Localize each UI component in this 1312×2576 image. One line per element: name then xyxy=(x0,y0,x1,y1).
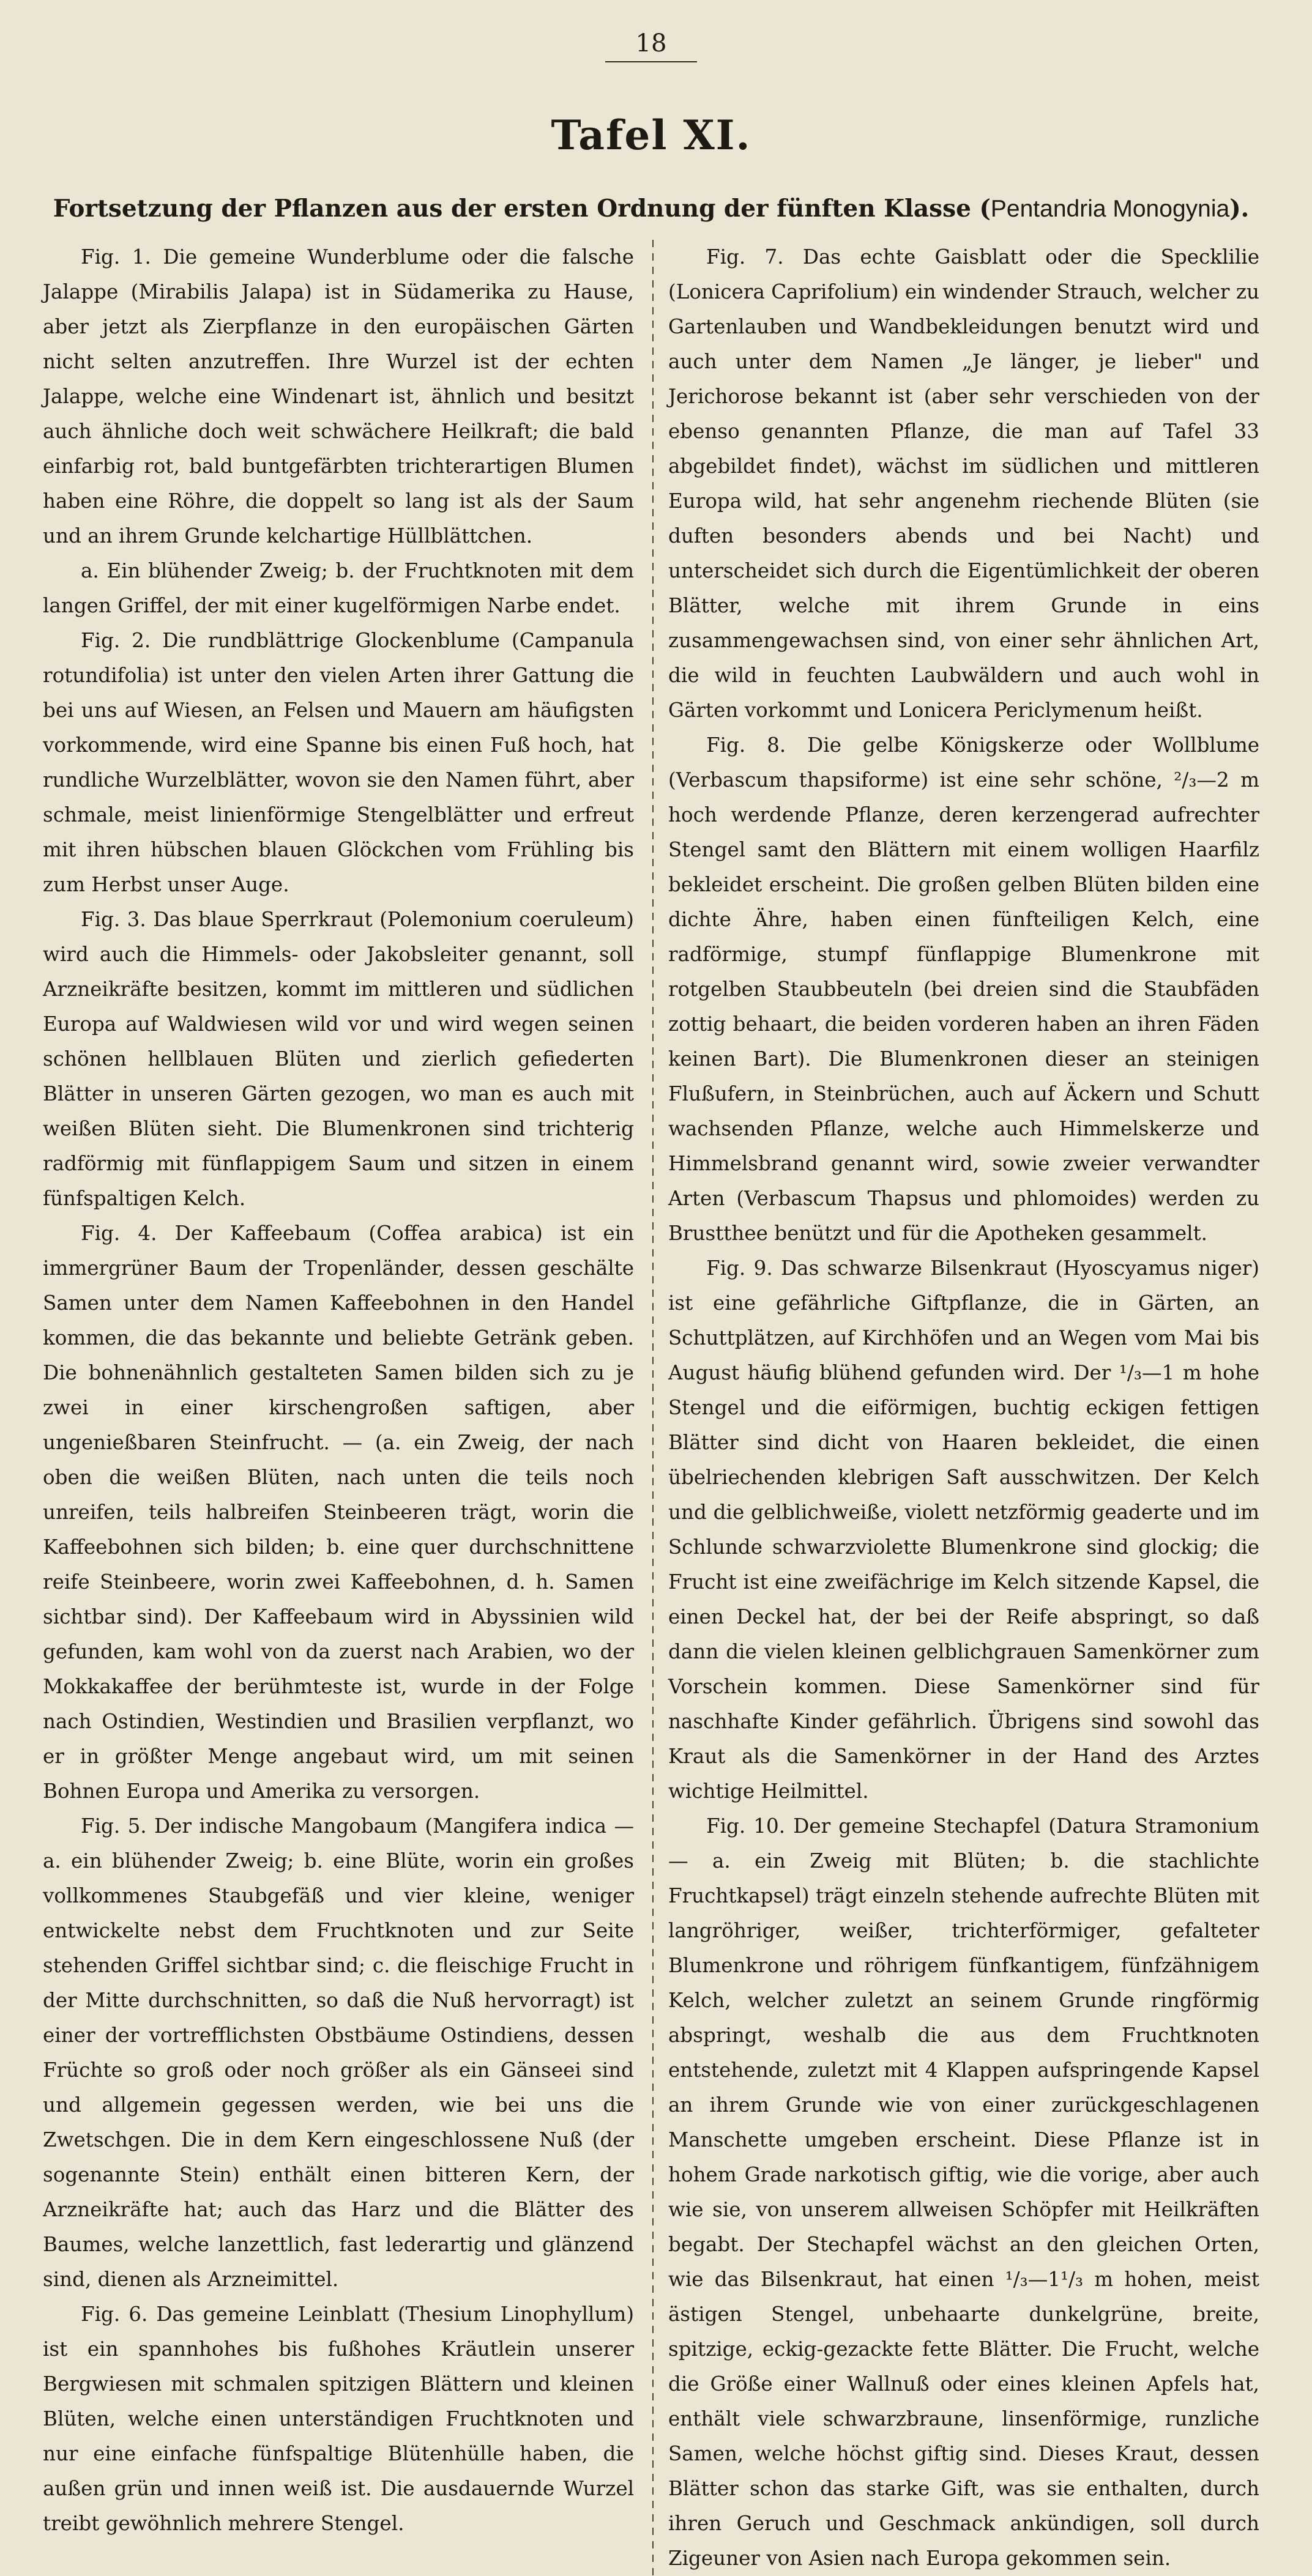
paragraph-fig-9: Fig. 9. Das schwarze Bilsenkraut (Hyoscyamus niger) ist eine gefährliche Giftpflanze, die in Gärten, an Schuttplätzen, auf Kirchhöfen und an Wegen vom Mai bis August häufig blühend gefunden wird. Der ¹/₃—1 m hohe Stengel und die eiförmigen, buchtig eckigen fettigen Blätter sind dicht von Haaren bekleidet, die einen übelriechenden klebrigen Saft ausschwitzen. Der Kelch und die gelblichweiße, violett netzförmig geaderte und im Schlunde schwarzviolette Blumenkrone sind glockig; die Frucht ist eine zweifächrige im Kelch sitzende Kapsel, die einen Deckel hat, der bei der Reife abspringt, so daß dann die vielen kleinen gelblichgrauen Samenkörner zum Vorschein kommen. Diese Samenkörner sind für naschhafte Kinder gefährlich. Übrigens sind sowohl das Kraut als die Samenkörner in der Hand des Arztes wichtige Heilmittel. xyxy=(668,1256,1260,1803)
paragraph-fig-5: Fig. 5. Der indische Mangobaum (Mangifera indica — a. ein blühender Zweig; b. eine Blüte, worin ein großes vollkommenes Staubgefäß und vier kleine, weniger entwickelte nebst dem Fruchtknoten und zur Seite stehenden Griffel sichtbar sind; c. die fleischige Frucht in der Mitte durchschnitten, so daß die Nuß hervorragt) ist einer der vortrefflichsten Obstbäume Ostindiens, dessen Früchte so groß oder noch größer als ein Gänseei sind und allgemein gegessen werden, wie bei uns die Zwetschgen. Die in dem Kern eingeschlossene Nuß (der sogenannte Stein) enthält einen bitteren Kern, der Arzneikräfte hat; auch das Harz und die Blätter des Baumes, welche lanzettlich, fast lederartig und glänzend sind, dienen als Arzneimittel. xyxy=(43,1814,635,2291)
column-divider xyxy=(652,240,654,2576)
page-number: 18 xyxy=(635,29,667,58)
left-column xyxy=(43,240,634,2576)
paragraph-fig-10: Fig. 10. Der gemeine Stechapfel (Datura Stramonium — a. ein Zweig mit Blüten; b. die stachlichte Fruchtkapsel) trägt einzeln stehende aufrechte Blüten mit langröhriger, weißer, trichterförmiger, gefalteter Blumenkrone und röhrigem fünfkantigem, fünfzähnigem Kelch, welcher zuletzt an seinem Grunde ringförmig abspringt, weshalb die aus dem Fruchtknoten entstehende, zuletzt mit 4 Klappen aufspringende Kapsel an ihrem Grunde wie von einer zurückgeschlagenen Manschette umgeben erscheint. Diese Pflanze ist in hohem Grade narkotisch giftig, wie die vorige, aber auch wie sie, von unserem allweisen Schöpfer mit Heilkräften begabt. Der Stechapfel wächst an den gleichen Orten, wie das Bilsenkraut, hat einen ¹/₃—1¹/₃ m hohen, meist ästigen Stengel, unbehaarte dunkelgrüne, breite, spitzige, eckig-gezackte fette Blätter. Die Frucht, welche die Größe einer Wallnuß oder eines kleinen Apfels hat, enthält viele schwarzbraune, linsenförmige, runzliche Samen, welche höchst giftig sind. Dieses Kraut, dessen Blätter schon das starke Gift, was sie enthalten, durch ihren Geruch und Geschmack ankündigen, soll durch Zigeuner von Asien nach Europa gekommen sein. xyxy=(668,1814,1260,2570)
paragraph-fig-7: Fig. 7. Das echte Gaisblatt oder die Specklilie (Lonicera Caprifolium) ein windender Strauch, welcher zu Gartenlauben und Wandbekleidungen benutzt wird und auch unter dem Namen „Je länger, je lieber" und Jerichorose bekannt ist (aber sehr verschieden von der ebenso genannten Pflanze, die man auf Tafel 33 abgebildet findet), wächst im südlichen und mittleren Europa wild, hat sehr angenehm riechende Blüten (sie duften besonders abends und bei Nacht) und unterscheidet sich durch die Eigentümlichkeit der oberen Blätter, welche mit ihrem Grunde in eins zusammengewachsen sind, von einer sehr ähnlichen Art, die wild in feuchten Laubwäldern und auch wohl in Gärten vorkommt und Lonicera Periclymenum heißt. xyxy=(668,245,1260,722)
plate-subtitle xyxy=(43,195,1259,223)
paragraph-fig-1: Fig. 1. Die gemeine Wunderblume oder die falsche Jalappe (Mirabilis Jalapa) ist in Südamerika zu Hause, aber jetzt als Zierpflanze in den europäischen Gärten nicht selten anzutreffen. Ihre Wurzel ist der echten Jalappe, welche eine Windenart ist, ähnlich und besitzt auch ähnliche doch weit schwächere Heilkraft; die bald einfarbig rot, bald buntgefärbten trichterartigen Blumen haben eine Röhre, die doppelt so lang ist als der Saum und an ihrem Grunde kelchartige Hüllblättchen. xyxy=(43,245,635,547)
text-columns xyxy=(43,240,1259,2576)
subtitle-end: ). xyxy=(1229,195,1250,223)
paragraph-fig-1-legend: a. Ein blühender Zweig; b. der Fruchtknoten mit dem langen Griffel, der mit einer kugelförmigen Narbe endet. xyxy=(43,559,635,617)
paragraph-fig-6: Fig. 6. Das gemeine Leinblatt (Thesium Linophyllum) ist ein spannhohes bis fußhohes Kräutlein unserer Bergwiesen mit schmalen spitzigen Blättern und kleinen Blüten, welche einen unterständigen Fruchtknoten und nur eine einfache fünfspaltige Blütenhülle haben, die außen grün und innen weiß ist. Die ausdauernde Wurzel treibt gewöhnlich mehrere Stengel. xyxy=(43,2303,635,2535)
right-column xyxy=(668,240,1259,2576)
page-number-rule xyxy=(605,61,697,62)
subtitle-german: Fortsetzung der Pflanzen aus der ersten Ordnung der fünften Klasse ( xyxy=(53,195,991,223)
subtitle-latin: Pentandria Monogynia xyxy=(990,196,1230,222)
paragraph-fig-4: Fig. 4. Der Kaffeebaum (Coffea arabica) ist ein immergrüner Baum der Tropenländer, dessen geschälte Samen unter dem Namen Kaffeebohnen in den Handel kommen, die das bekannte und beliebte Getränk geben. Die bohnenähnlich gestalteten Samen bilden sich zu je zwei in einer kirschengroßen saftigen, aber ungenießbaren Steinfrucht. — (a. ein Zweig, der nach oben die weißen Blüten, nach unten die teils noch unreifen, teils halbreifen Steinbeeren trägt, worin die Kaffeebohnen sich bilden; b. eine quer durchschnittene reife Steinbeere, worin zwei Kaffeebohnen, d. h. Samen sichtbar sind). Der Kaffeebaum wird in Abyssinien wild gefunden, kam wohl von da zuerst nach Arabien, wo der Mokkakaffee der berühmteste ist, wurde in der Folge nach Ostindien, Westindien und Brasilien verpflanzt, wo er in größter Menge angebaut wird, um mit seinen Bohnen Europa und Amerika zu versorgen. xyxy=(43,1222,635,1803)
paragraph-fig-8: Fig. 8. Die gelbe Königskerze oder Wollblume (Verbascum thapsiforme) ist eine sehr schöne, ²/₃—2 m hoch werdende Pflanze, deren kerzengerad aufrechter Stengel samt den Blättern mit einem wolligen Haarfilz bekleidet erscheint. Die großen gelben Blüten bilden eine dichte Ähre, haben einen fünfteiligen Kelch, eine radförmige, stumpf fünflappige Blumenkrone mit rotgelben Staubbeuteln (bei dreien sind die Staubfäden zottig behaart, die beiden vorderen haben an ihren Fäden keinen Bart). Die Blumenkronen dieser an steinigen Flußufern, in Steinbrüchen, auch auf Äckern und Schutt wachsenden Pflanze, welche auch Himmelskerze und Himmelsbrand genannt wird, sowie zweier verwandter Arten (Verbascum Thapsus und phlomoides) werden zu Brustthee benützt und für die Apotheken gesammelt. xyxy=(668,733,1260,1245)
paragraph-fig-3: Fig. 3. Das blaue Sperrkraut (Polemonium coeruleum) wird auch die Himmels- oder Jakobsleiter genannt, soll Arzneikräfte besitzen, kommt im mittleren und südlichen Europa auf Waldwiesen wild vor und wird wegen seinen schönen hellblauen Blüten und zierlich gefiederten Blätter in unseren Gärten gezogen, wo man es auch mit weißen Blüten sieht. Die Blumenkronen sind trichterig radförmig mit fünflappigem Saum und sitzen in einem fünfspaltigen Kelch. xyxy=(43,908,635,1210)
paragraph-fig-2: Fig. 2. Die rundblättrige Glockenblume (Campanula rotundifolia) ist unter den vielen Arten ihrer Gattung die bei uns auf Wiesen, an Felsen und Mauern am häufigsten vorkommende, wird eine Spanne bis einen Fuß hoch, hat rundliche Wurzelblätter, wovon sie den Namen führt, aber schmale, meist linienförmige Stengelblätter und erfreut mit ihren hübschen blauen Glöckchen vom Frühling bis zum Herbst unser Auge. xyxy=(43,629,635,896)
plate-title: Tafel XI. xyxy=(551,111,751,159)
